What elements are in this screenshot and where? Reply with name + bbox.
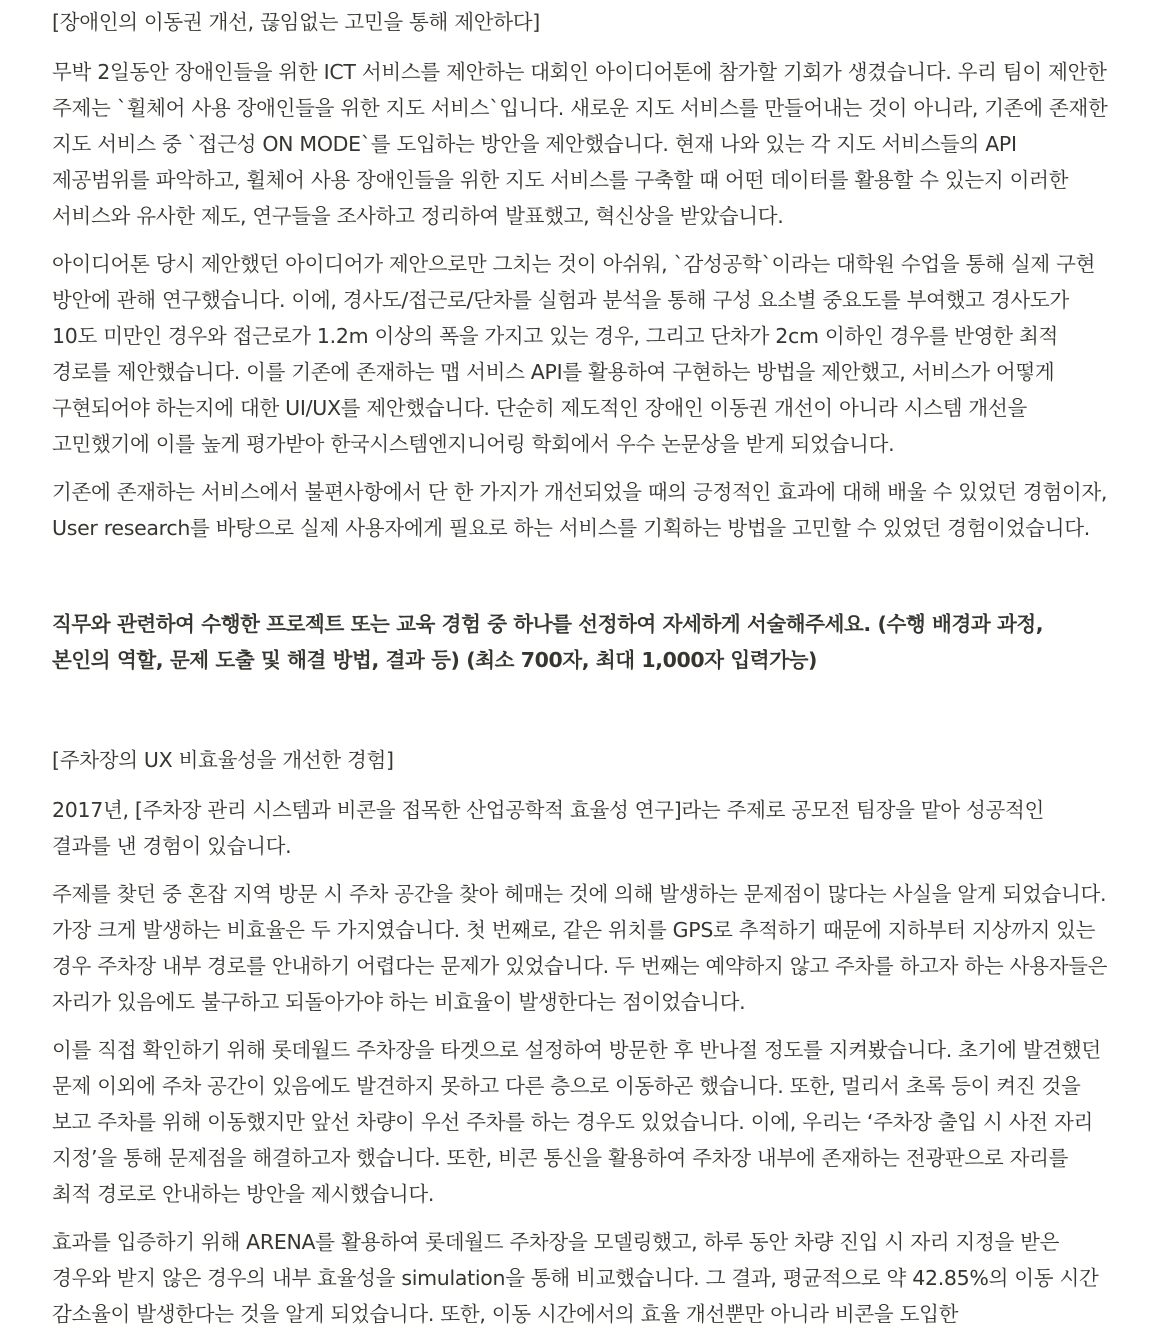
paragraph: 아이디어톤 당시 제안했던 아이디어가 제안으로만 그치는 것이 아쉬워, `감성공학`이라는 대학원 수업을 통해 실제 구현 방안에 관해 연구했습니다. 이에, 경사도/접근로/단차를 실험과 분석을 통해 구성 요소별 중요도를 부여했고 경사도가 10도 미만인 경우와 접근로가 1.2m 이상의 폭을 가지고 있는 경우, 그리고 단차가 2cm 이하인 경우를 반영한 최적 경로를 제안했습니다. 이를 기존에 존재하는 맵 서비스 API를 활용하여 구현하는 방법을 제안했고, 서비스가 어떻게 구현되어야 하는지에 대한 UI/UX를 제안했습니다. 단순히 제도적인 장애인 이동권 개선이 아니라 시스템 개선을 고민했기에 이를 높게 평가받아 한국시스템엔지니어링 학회에서 우수 논문상을 받게 되었습니다. — [52, 252, 1096, 456]
section-title-parking-ux: [주차장의 UX 비효율성을 개선한 경험] — [52, 748, 394, 772]
paragraph: 주제를 찾던 중 혼잡 지역 방문 시 주차 공간을 찾아 헤매는 것에 의해 발생하는 문제점이 많다는 사실을 알게 되었습니다. 가장 크게 발생하는 비효율은 두 가지였습니다. 첫 번째로, 같은 위치를 GPS로 추적하기 때문에 지하부터 지상까지 있는 경우 주차장 내부 경로를 안내하기 어렵다는 문제가 있었습니다. 두 번째는 예약하지 않고 주차를 하고자 하는 사용자들은 자리가 있음에도 불구하고 되돌아가야 하는 비효율이 발생한다는 점이었습니다. — [52, 882, 1108, 1014]
paragraph: 기존에 존재하는 서비스에서 불편사항에서 단 한 가지가 개선되었을 때의 긍정적인 효과에 대해 배울 수 있었던 경험이자, User research를 바탕으로 실제 사용자에게 필요로 하는 서비스를 기획하는 방법을 고민할 수 있었던 경험이었습니다. — [52, 480, 1108, 540]
section-title-disability-mobility: [장애인의 이동권 개선, 끊임없는 고민을 통해 제안하다] — [52, 10, 540, 34]
paragraph: 이를 직접 확인하기 위해 롯데월드 주차장을 타겟으로 설정하여 방문한 후 반나절 정도를 지켜봤습니다. 초기에 발견했던 문제 이외에 주차 공간이 있음에도 발견하지 못하고 다른 층으로 이동하곤 했습니다. 또한, 멀리서 초록 등이 켜진 것을 보고 주차를 위해 이동했지만 앞선 차량이 우선 주차를 하는 경우도 있었습니다. 이에, 우리는 ‘주차장 출입 시 사전 자리 지정’을 통해 문제점을 해결하고자 했습니다. 또한, 비콘 통신을 활용하여 주차장 내부에 존재하는 전광판으로 자리를 최적 경로로 안내하는 방안을 제시했습니다. — [52, 1038, 1101, 1206]
paragraph: 무박 2일동안 장애인들을 위한 ICT 서비스를 제안하는 대회인 아이디어톤에 참가할 기회가 생겼습니다. 우리 팀이 제안한 주제는 `휠체어 사용 장애인들을 위한 지도 서비스`입니다. 새로운 지도 서비스를 만들어내는 것이 아니라, 기존에 존재한 지도 서비스 중 `접근성 ON MODE`를 도입하는 방안을 제안했습니다. 현재 나와 있는 각 지도 서비스들의 API 제공범위를 파악하고, 휠체어 사용 장애인들을 위한 지도 서비스를 구축할 때 어떤 데이터를 활용할 수 있는지 이러한 서비스와 유사한 제도, 연구들을 조사하고 정리하여 발표했고, 혁신상을 받았습니다. — [52, 60, 1108, 228]
paragraph: 효과를 입증하기 위해 ARENA를 활용하여 롯데월드 주차장을 모델링했고, 하루 동안 차량 진입 시 자리 지정을 받은 경우와 받지 않은 경우의 내부 효율성을 simulation을 통해 비교했습니다. 그 결과, 평균적으로 약 42.85%의 이동 시간 감소율이 발생한다는 것을 알게 되었습니다. 또한, 이동 시간에서의 효율 개선뿐만 아니라 비콘을 도입한 — [52, 1230, 1099, 1326]
essay-question-prompt: 직무와 관련하여 수행한 프로젝트 또는 교육 경험 중 하나를 선정하여 자세하게 서술해주세요. (수행 배경과 과정, 본인의 역할, 문제 도출 및 해결 방법, 결과 등) (최소 700자, 최대 1,000자 입력가능) — [52, 612, 1044, 672]
paragraph: 2017년, [주차장 관리 시스템과 비콘을 접목한 산업공학적 효율성 연구]라는 주제로 공모전 팀장을 맡아 성공적인 결과를 낸 경험이 있습니다. — [52, 798, 1045, 858]
